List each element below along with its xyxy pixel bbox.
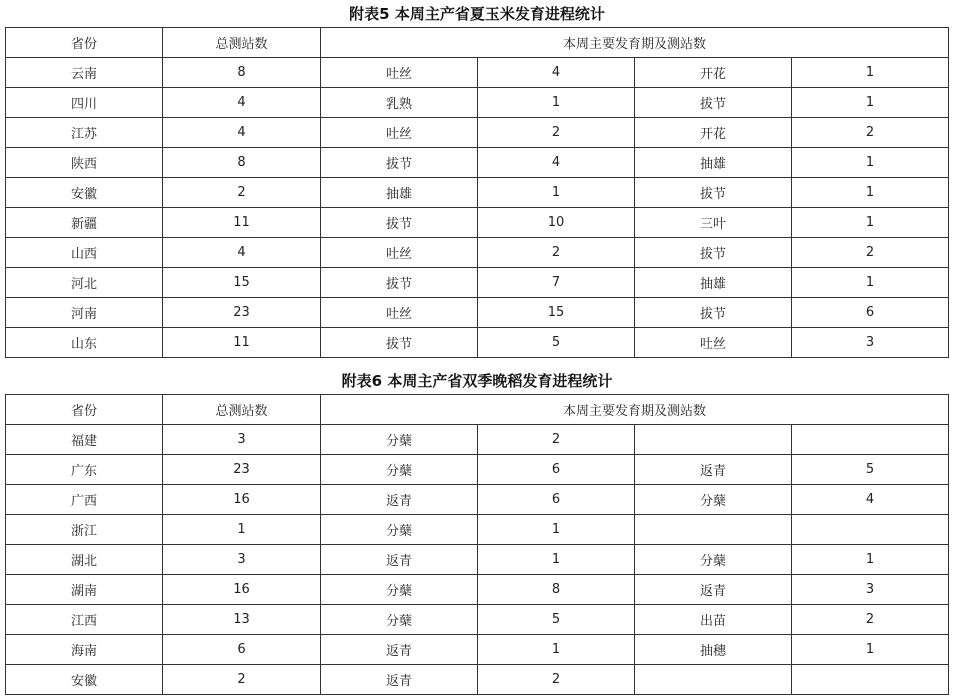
stage1-name-cell: 分蘖 bbox=[321, 455, 478, 485]
stage1-name-cell: 返青 bbox=[321, 635, 478, 665]
table-row bbox=[6, 605, 949, 635]
table-row bbox=[6, 238, 949, 268]
stage2-name-cell: 拔节 bbox=[635, 298, 792, 328]
total-stations-cell: 13 bbox=[163, 605, 321, 635]
stage2-count-cell: 1 bbox=[792, 58, 949, 88]
total-stations-cell: 23 bbox=[163, 455, 321, 485]
table5-title: 附表5 本周主产省夏玉米发育进程统计 bbox=[349, 5, 605, 23]
table-row bbox=[6, 545, 949, 575]
table-row bbox=[6, 58, 949, 88]
stage1-count-cell: 1 bbox=[478, 88, 635, 118]
table-row bbox=[6, 178, 949, 208]
stage1-name-cell: 拔节 bbox=[321, 328, 478, 358]
total-stations-cell: 8 bbox=[163, 58, 321, 88]
stage2-name-cell: 三叶 bbox=[635, 208, 792, 238]
table-row bbox=[6, 148, 949, 178]
stage2-name-cell: 抽穗 bbox=[635, 635, 792, 665]
late-rice-table bbox=[5, 394, 949, 695]
province-cell: 广西 bbox=[6, 485, 163, 515]
total-stations-cell: 2 bbox=[163, 178, 321, 208]
stage1-name-cell: 拔节 bbox=[321, 148, 478, 178]
table-row bbox=[6, 298, 949, 328]
table-row bbox=[6, 328, 949, 358]
province-cell: 山西 bbox=[6, 238, 163, 268]
total-stations-cell: 6 bbox=[163, 635, 321, 665]
stage1-count-cell: 15 bbox=[478, 298, 635, 328]
stage1-name-cell: 返青 bbox=[321, 545, 478, 575]
stage2-name-cell: 返青 bbox=[635, 575, 792, 605]
stage1-name-cell: 吐丝 bbox=[321, 238, 478, 268]
total-stations-cell: 3 bbox=[163, 425, 321, 455]
province-cell: 安徽 bbox=[6, 665, 163, 695]
total-stations-cell: 16 bbox=[163, 575, 321, 605]
stage2-count-cell bbox=[792, 425, 949, 455]
stage2-name-cell: 返青 bbox=[635, 455, 792, 485]
stage2-name-cell bbox=[635, 425, 792, 455]
stage2-count-cell: 1 bbox=[792, 148, 949, 178]
province-cell: 河南 bbox=[6, 298, 163, 328]
total-stations-cell: 2 bbox=[163, 665, 321, 695]
stage2-name-cell: 拔节 bbox=[635, 88, 792, 118]
province-cell: 湖南 bbox=[6, 575, 163, 605]
stage2-name-cell: 出苗 bbox=[635, 605, 792, 635]
stage1-count-cell: 7 bbox=[478, 268, 635, 298]
stage2-count-cell: 2 bbox=[792, 118, 949, 148]
header-total-stations: 总测站数 bbox=[163, 28, 321, 58]
stage1-count-cell: 1 bbox=[478, 545, 635, 575]
stage2-count-cell: 3 bbox=[792, 328, 949, 358]
stage1-name-cell: 返青 bbox=[321, 665, 478, 695]
province-cell: 浙江 bbox=[6, 515, 163, 545]
total-stations-cell: 4 bbox=[163, 88, 321, 118]
province-cell: 新疆 bbox=[6, 208, 163, 238]
stage2-name-cell: 分蘖 bbox=[635, 485, 792, 515]
total-stations-cell: 1 bbox=[163, 515, 321, 545]
table-row bbox=[6, 118, 949, 148]
total-stations-cell: 4 bbox=[163, 118, 321, 148]
total-stations-cell: 15 bbox=[163, 268, 321, 298]
stage1-name-cell: 分蘖 bbox=[321, 605, 478, 635]
stage1-count-cell: 4 bbox=[478, 148, 635, 178]
province-cell: 福建 bbox=[6, 425, 163, 455]
header-stages: 本周主要发育期及测站数 bbox=[321, 395, 949, 425]
total-stations-cell: 16 bbox=[163, 485, 321, 515]
table-row bbox=[6, 665, 949, 695]
stage1-name-cell: 拔节 bbox=[321, 208, 478, 238]
stage2-name-cell: 抽雄 bbox=[635, 148, 792, 178]
stage2-count-cell: 1 bbox=[792, 208, 949, 238]
stage2-count-cell: 1 bbox=[792, 268, 949, 298]
province-cell: 海南 bbox=[6, 635, 163, 665]
stage2-name-cell bbox=[635, 665, 792, 695]
table6-title: 附表6 本周主产省双季晚稻发育进程统计 bbox=[341, 372, 613, 390]
header-province: 省份 bbox=[6, 28, 163, 58]
province-cell: 江苏 bbox=[6, 118, 163, 148]
total-stations-cell: 4 bbox=[163, 238, 321, 268]
header-row bbox=[6, 395, 949, 425]
total-stations-cell: 11 bbox=[163, 208, 321, 238]
stage2-name-cell: 开花 bbox=[635, 58, 792, 88]
stage1-name-cell: 吐丝 bbox=[321, 58, 478, 88]
stage2-name-cell: 拔节 bbox=[635, 178, 792, 208]
stage1-name-cell: 分蘖 bbox=[321, 425, 478, 455]
province-cell: 湖北 bbox=[6, 545, 163, 575]
stage2-name-cell: 分蘖 bbox=[635, 545, 792, 575]
stage1-count-cell: 4 bbox=[478, 58, 635, 88]
table-row bbox=[6, 425, 949, 455]
stage1-name-cell: 吐丝 bbox=[321, 298, 478, 328]
header-row bbox=[6, 28, 949, 58]
province-cell: 广东 bbox=[6, 455, 163, 485]
stage2-count-cell: 5 bbox=[792, 455, 949, 485]
stage1-name-cell: 分蘖 bbox=[321, 515, 478, 545]
stage2-count-cell: 3 bbox=[792, 575, 949, 605]
table-row bbox=[6, 575, 949, 605]
total-stations-cell: 11 bbox=[163, 328, 321, 358]
stage2-count-cell: 6 bbox=[792, 298, 949, 328]
table-row bbox=[6, 455, 949, 485]
stage1-count-cell: 1 bbox=[478, 178, 635, 208]
table-row bbox=[6, 635, 949, 665]
province-cell: 山东 bbox=[6, 328, 163, 358]
stage2-count-cell bbox=[792, 515, 949, 545]
stage2-count-cell bbox=[792, 665, 949, 695]
stage1-count-cell: 2 bbox=[478, 665, 635, 695]
header-stages: 本周主要发育期及测站数 bbox=[321, 28, 949, 58]
stage2-count-cell: 1 bbox=[792, 635, 949, 665]
stage2-name-cell: 抽雄 bbox=[635, 268, 792, 298]
stage1-count-cell: 6 bbox=[478, 455, 635, 485]
stage2-name-cell: 开花 bbox=[635, 118, 792, 148]
total-stations-cell: 23 bbox=[163, 298, 321, 328]
stage1-count-cell: 10 bbox=[478, 208, 635, 238]
stage1-count-cell: 2 bbox=[478, 425, 635, 455]
stage1-count-cell: 6 bbox=[478, 485, 635, 515]
stage2-count-cell: 2 bbox=[792, 238, 949, 268]
stage2-name-cell bbox=[635, 515, 792, 545]
stage1-name-cell: 抽雄 bbox=[321, 178, 478, 208]
stage1-count-cell: 5 bbox=[478, 328, 635, 358]
province-cell: 江西 bbox=[6, 605, 163, 635]
stage1-count-cell: 2 bbox=[478, 238, 635, 268]
stage2-count-cell: 4 bbox=[792, 485, 949, 515]
table-row bbox=[6, 515, 949, 545]
stage1-name-cell: 返青 bbox=[321, 485, 478, 515]
table-row bbox=[6, 485, 949, 515]
stage1-count-cell: 8 bbox=[478, 575, 635, 605]
summer-maize-table bbox=[5, 27, 949, 358]
stage2-name-cell: 拔节 bbox=[635, 238, 792, 268]
stage1-name-cell: 吐丝 bbox=[321, 118, 478, 148]
stage2-count-cell: 1 bbox=[792, 545, 949, 575]
stage2-count-cell: 2 bbox=[792, 605, 949, 635]
stage2-count-cell: 1 bbox=[792, 178, 949, 208]
table-row bbox=[6, 268, 949, 298]
total-stations-cell: 8 bbox=[163, 148, 321, 178]
province-cell: 云南 bbox=[6, 58, 163, 88]
stage1-name-cell: 分蘖 bbox=[321, 575, 478, 605]
header-province: 省份 bbox=[6, 395, 163, 425]
stage1-count-cell: 1 bbox=[478, 635, 635, 665]
province-cell: 安徽 bbox=[6, 178, 163, 208]
stage1-count-cell: 2 bbox=[478, 118, 635, 148]
table-row bbox=[6, 208, 949, 238]
total-stations-cell: 3 bbox=[163, 545, 321, 575]
table-row bbox=[6, 88, 949, 118]
province-cell: 四川 bbox=[6, 88, 163, 118]
header-total-stations: 总测站数 bbox=[163, 395, 321, 425]
stage1-count-cell: 5 bbox=[478, 605, 635, 635]
stage2-count-cell: 1 bbox=[792, 88, 949, 118]
stage1-count-cell: 1 bbox=[478, 515, 635, 545]
stage2-name-cell: 吐丝 bbox=[635, 328, 792, 358]
stage1-name-cell: 拔节 bbox=[321, 268, 478, 298]
province-cell: 陕西 bbox=[6, 148, 163, 178]
province-cell: 河北 bbox=[6, 268, 163, 298]
stage1-name-cell: 乳熟 bbox=[321, 88, 478, 118]
